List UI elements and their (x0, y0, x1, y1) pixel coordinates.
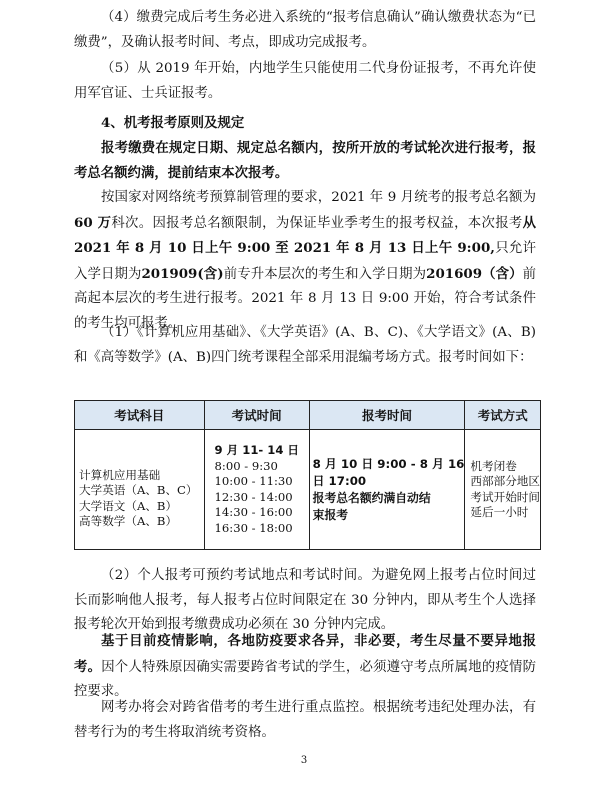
paragraph-monitoring: 网考办将会对跨省借考的考生进行重点监控。根据统考违纪处理办法，有替考行为的考生将取消统考资格。 (74, 700, 536, 740)
exam-date: 9 月 11- 14 日 (214, 443, 300, 457)
header-exam-time: 考试时间 (204, 401, 309, 430)
header-registration-time: 报考时间 (309, 401, 465, 430)
paragraph-covid (74, 629, 536, 705)
covid-text: 因个人特殊原因确实需要跨省考试的学生，必须遵守考点所属地的疫情防控要求。 (74, 659, 537, 699)
subject-item: 计算机应用基础 (79, 467, 161, 482)
paragraph-principle: 报考缴费在规定日期、规定总名额内，按所开放的考试轮次进行报考，报考总名额约满，提前结束本次报考。 (74, 140, 536, 181)
section-heading: 4、机考报考原则及规定 (101, 115, 245, 131)
header-exam-method: 考试方式 (465, 401, 541, 430)
quota-text-a: 按国家对网络统考预算制管理的要求，2021 年 9 月统考的报考总名额为 (101, 190, 536, 205)
subject-cell (75, 430, 205, 550)
quota-date-a: 201909(含) (141, 265, 224, 282)
quota-total: 60 万 (74, 214, 112, 231)
covid-bold-text: 基于目前疫情影响，各地防疫要求各异，非必要，考生尽量不要异地报考。 (74, 633, 536, 675)
subject-item: 大学英语（A、B、C） (79, 483, 198, 497)
method-line: 西部部分地区 (470, 474, 540, 488)
quota-text-e: 只允许入学日期为 (74, 241, 536, 282)
paragraph-courses: （1）《计算机应用基础》、《大学英语》(A、B、C)、《大学语文》(A、B)和《高等数学》(A、B)四门统考课程全部采用混编考场方式。报考时间如下： (74, 325, 536, 365)
table-header-row (75, 401, 541, 430)
time-slot: 8:00 - 9:30 (214, 458, 278, 473)
subject-item: 高等数学（A、B） (79, 514, 178, 528)
registration-line: 日 17:00 (312, 473, 367, 488)
registration-line: 8 月 10 日 9:00 - 8 月 16 (312, 456, 465, 471)
quota-date-b: 201609（含） (426, 265, 523, 282)
method-line: 延后一小时 (470, 505, 529, 519)
schedule-table (74, 400, 541, 550)
paragraph-id-card: （5）从 2019 年开始，内地学生只能使用二代身份证报考，不再允许使用军官证、士兵证报考。 (74, 61, 536, 101)
table-row (75, 430, 541, 550)
time-slot: 12:30 - 14:00 (214, 489, 293, 504)
quota-text-g: 前专升本层次的考生和入学日期为 (223, 266, 427, 282)
header-subject: 考试科目 (75, 401, 205, 430)
page-number: 3 (300, 755, 308, 766)
subject-item: 大学语文（A、B） (79, 498, 178, 513)
time-slot: 14:30 - 16:00 (214, 505, 293, 519)
time-slot: 10:00 - 11:30 (214, 474, 293, 488)
exam-method-cell (465, 430, 541, 550)
exam-time-cell (204, 430, 309, 550)
registration-line: 报考总名额约满自动结 (312, 490, 431, 505)
quota-text-c: 科次。因报考总名额限制，为保证毕业季考生的报考权益，本次报考 (111, 215, 523, 231)
registration-time-cell (309, 430, 465, 550)
time-slot: 16:30 - 18:00 (214, 520, 293, 535)
paragraph-payment-confirm: （4）缴费完成后考生务必进入系统的“报考信息确认”确认缴费状态为“已缴费”，及确认报考时间、考点，即成功完成报考。 (74, 10, 536, 50)
quota-period: 从 2021 年 8 月 10 日上午 9:00 至 2021 年 8 月 13 日上午 9:00, (74, 214, 537, 256)
quota-text-i: 前高起本层次的考生进行报考。2021 年 8 月 13 日 9:00 开始，符合考试条件的考生均可报考。 (74, 266, 537, 331)
registration-line: 束报考 (312, 507, 349, 522)
method-line: 机考闭卷 (470, 458, 517, 473)
paragraph-reservation: （2）个人报考可预约考试地点和考试时间。为避免网上报考占位时间过长而影响他人报考，每人报考占位时间限定在 30 分钟内，即从考生个人选择报考轮次开始到报考缴费成功必须在 30 分钟内完成。 (74, 568, 536, 632)
paragraph-quota (74, 186, 536, 336)
method-line: 考试开始时间 (470, 489, 540, 504)
